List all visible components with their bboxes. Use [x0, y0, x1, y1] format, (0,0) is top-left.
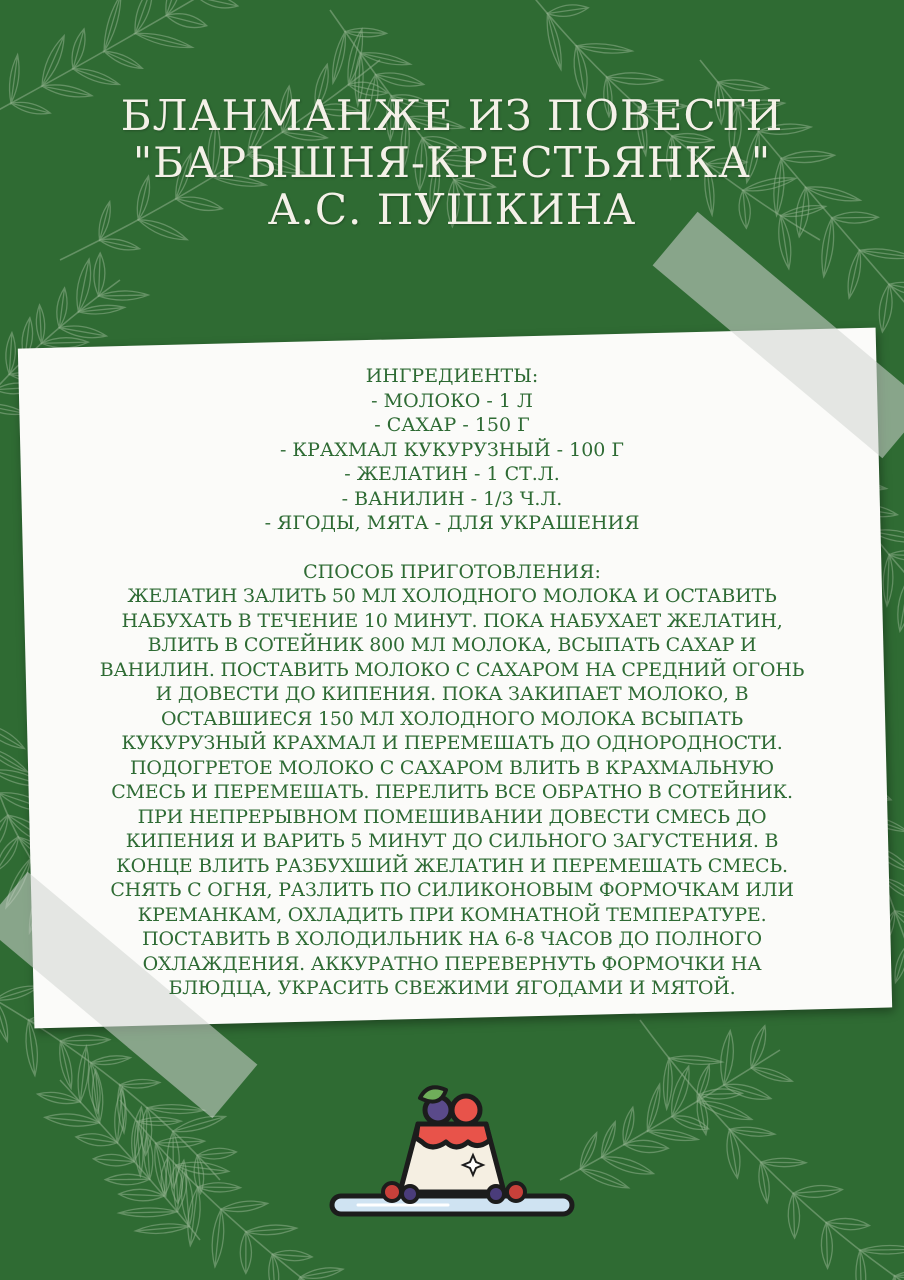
method-line: ПРИ НЕПРЕРЫВНОМ ПОМЕШИВАНИИ ДОВЕСТИ СМЕСЬ ДО — [137, 805, 767, 828]
method-line: ВАНИЛИН. ПОСТАВИТЬ МОЛОКО С САХАРОМ НА СРЕДНИЙ ОГОНЬ — [99, 658, 805, 681]
method-line: ВЛИТЬ В СОТЕЙНИК 800 МЛ МОЛОКА, ВСЫПАТЬ САХАР И — [147, 634, 757, 656]
method-line: И ДОВЕСТИ ДО КИПЕНИЯ. ПОКА ЗАКИПАЕТ МОЛОКО, В — [155, 683, 749, 705]
method-line: НАБУХАТЬ В ТЕЧЕНИЕ 10 МИНУТ. ПОКА НАБУХАЕТ ЖЕЛАТИН, — [121, 609, 783, 632]
method-line: СМЕСЬ И ПЕРЕМЕШАТЬ. ПЕРЕЛИТЬ ВСЕ ОБРАТНО В СОТЕЙНИК. — [111, 781, 793, 803]
title-line-3: А.С. ПУШКИНА — [267, 185, 637, 234]
ingredient-item: - ЯГОДЫ, МЯТА - ДЛЯ УКРАШЕНИЯ — [264, 512, 640, 534]
page-title — [0, 92, 904, 233]
ingredient-item: - МОЛОКО - 1 Л — [371, 389, 533, 412]
recipe-content — [36, 364, 868, 1001]
method-text — [36, 584, 868, 1001]
method-line: КУКУРУЗНЫЙ КРАХМАЛ И ПЕРЕМЕШАТЬ ДО ОДНОРОДНОСТИ. — [121, 732, 783, 754]
method-line: ПОДОГРЕТОЕ МОЛОКО С САХАРОМ ВЛИТЬ В КРАХМАЛЬНУЮ — [129, 756, 774, 779]
ingredient-item: - КРАХМАЛ КУКУРУЗНЫЙ - 100 Г — [279, 438, 625, 461]
method-line: ОСТАВШИЕСЯ 150 МЛ ХОЛОДНОГО МОЛОКА ВСЫПАТЬ — [161, 707, 743, 730]
ingredients-list — [36, 389, 868, 536]
ingredient-item: - ЖЕЛАТИН - 1 СТ.Л. — [344, 463, 560, 485]
method-line: БЛЮДЦА, УКРАСИТЬ СВЕЖИМИ ЯГОДАМИ И МЯТОЙ. — [168, 977, 736, 999]
method-line: ПОСТАВИТЬ В ХОЛОДИЛЬНИК НА 6-8 ЧАСОВ ДО ПОЛНОГО — [142, 928, 762, 950]
title-line-2: "БАРЫШНЯ-КРЕСТЬЯНКА" — [132, 138, 772, 187]
ingredient-item: - САХАР - 150 Г — [374, 414, 530, 436]
method-heading: СПОСОБ ПРИГОТОВЛЕНИЯ: — [303, 560, 601, 583]
title-line-1: БЛАНМАНЖЕ ИЗ ПОВЕСТИ — [120, 91, 784, 140]
method-line: КИПЕНИЯ И ВАРИТЬ 5 МИНУТ ДО СИЛЬНОГО ЗАГУСТЕНИЯ. В — [125, 830, 779, 852]
method-line: КОНЦЕ ВЛИТЬ РАЗБУХШИЙ ЖЕЛАТИН И ПЕРЕМЕШАТЬ СМЕСЬ. — [116, 854, 788, 877]
method-line: ЖЕЛАТИН ЗАЛИТЬ 50 МЛ ХОЛОДНОГО МОЛОКА И ОСТАВИТЬ — [127, 585, 777, 607]
ingredient-item: - ВАНИЛИН - 1/3 Ч.Л. — [341, 487, 563, 510]
ingredients-heading: ИНГРЕДИЕНТЫ: — [365, 365, 539, 387]
method-line: ОХЛАЖДЕНИЯ. АККУРАТНО ПЕРЕВЕРНУТЬ ФОРМОЧКИ НА — [142, 952, 762, 975]
blancmange-dessert-icon — [328, 1080, 576, 1230]
method-line: СНЯТЬ С ОГНЯ, РАЗЛИТЬ ПО СИЛИКОНОВЫМ ФОРМОЧКАМ ИЛИ — [110, 879, 794, 901]
method-line: КРЕМАНКАМ, ОХЛАДИТЬ ПРИ КОМНАТНОЙ ТЕМПЕРАТУРЕ. — [137, 903, 767, 926]
